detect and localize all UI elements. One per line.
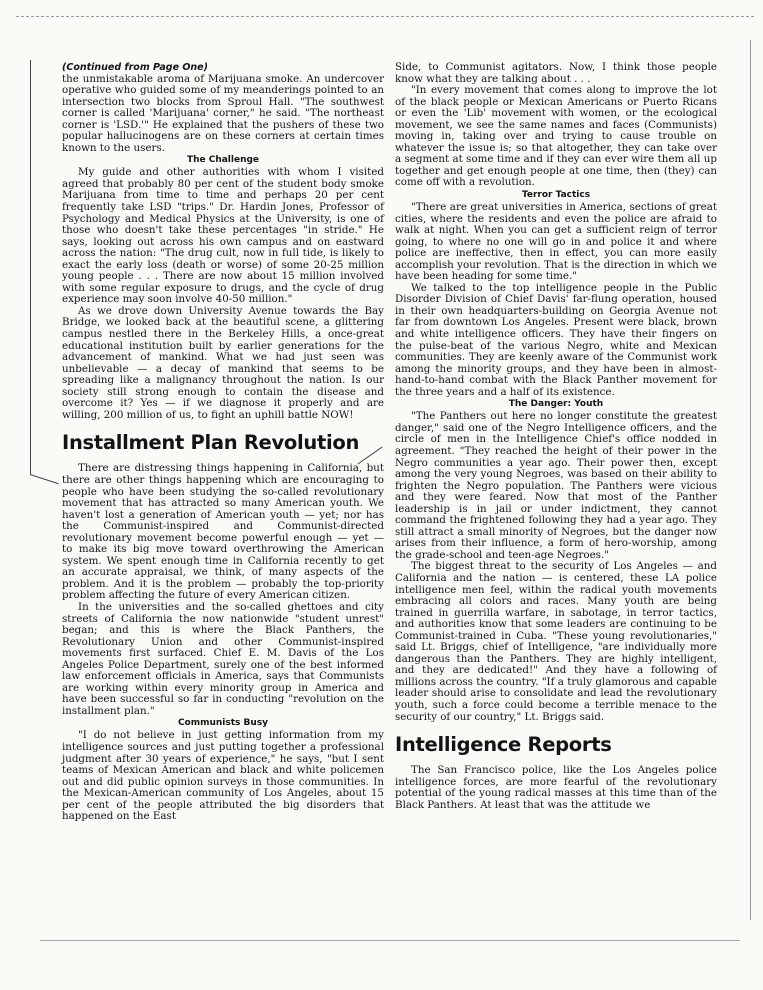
- headline-intelligence-reports: Intelligence Reports: [395, 733, 612, 757]
- paragraph: My guide and other authorities with whom I visited agreed that probably 80 per cent of the student body smoke Marijuana from time to time and perhaps 20 per cent frequently take LSD "trips." Dr. Hardin Jones, Professor of Psychology and Medical Physics at the University, is one of those who doesn't take these percentages "in stride." He says, looking out across his own campus and on eastward across the nation: "The drug cult, now in full tide, is likely to exact the early loss (death or worse) of some 20-25 million young people . . . There are now about 15 million involved with some regular exposure to drugs, and the cycle of drug experience may soon involve 40-50 million.": [62, 166, 384, 306]
- paragraph: "In every movement that comes along to improve the lot of the black people or Mexican Americans or Puerto Ricans or even the 'Lib' movement with women, or the ecological movement, we see the same names and faces (Communists) moving in, taking over and trying to cause trouble on whatever the issue is; so that altogether, they can take over a segment at some time and if they can ever wire them all up together and get enough people at one time, then (they) can come off with a revolution.: [395, 84, 717, 189]
- right-edge-rule: [750, 40, 751, 920]
- headline-installment-plan: Installment Plan Revolution: [62, 431, 360, 455]
- paragraph: "The Panthers out here no longer constitute the greatest danger," said one of the Negro Intelligence officers, and the circle of men in the Intelligence Chief's office nodded in agreement. "They reached the height of their power in the Negro communities a year ago. Their power then, except among the very young Negroes, was based on their ability to frighten the Negro population. The Panthers were vicious and they were feared. Now that most of the Panther leadership is in jail or under indictment, they cannot command the frightened following they had a year ago. They still attract a small minority of Negroes, but the danger now arises from their influence, a form of hero-worship, among the grade-school and teen-age Negroes.": [395, 410, 717, 561]
- left-column: [62, 62, 384, 823]
- paragraph: The biggest threat to the security of Los Angeles — and California and the nation — is centered, these LA police intelligence men feel, within the radical youth movements embracing all colors and races. Many youth are being trained in guerrilla warfare, in sabotage, in terror tactics, and authorities know that some leaders are continuing to be Communist-trained in Cuba. "These young revolutionaries," said Lt. Briggs, chief of Intelligence, "are individually more dangerous than the Panthers. They are highly intelligent, and they are dedicated!" And they have a following of millions across the country. "If a truly glamorous and capable leader should arise to consolidate and lead the revolutionary youth, such a force could become a terrible menace to the security of our country," Lt. Briggs said.: [395, 560, 717, 723]
- intro-text: the unmistakable aroma of Marijuana smoke. An undercover operative who guided some of my meanderings pointed to an intersection two blocks from Sproul Hall. "The southwest corner is called 'Marijuana' corner," he said. "The northeast corner is 'LSD.'" He explained that the pushers of these two popular hallucinogens are on these corners at certain times known to the users.: [62, 72, 384, 154]
- paragraph: In the universities and the so-called ghettoes and city streets of California the now nationwide "student unrest" began; and this is where the Black Panthers, the Revolutionary Union and other Communist-inspired movements first surfaced. Chief E. M. Davis of the Los Angeles Police Department, surely one of the best informed law enforcement officials in America, says that Communists are working within every minority group in America and have been successful so far in conducting "revolution on the installment plan.": [62, 600, 384, 717]
- paragraph: There are distressing things happening in California, but there are other things happening which are encouraging to people who have been studying the so-called revolutionary movement that has attracted so many American youth. We haven't lost a generation of American youth — yet; nor has the Communist-inspired and Communist-directed revolutionary movement become powerful enough — yet — to make its big move toward overthrowing the American system. We spent enough time in California recently to get an accurate appraisal, we think, of many aspects of the problem. And it is the problem — probably the top-priority problem affecting the future of every American citizen.: [62, 462, 384, 602]
- subhead-the-challenge: The Challenge: [186, 155, 260, 166]
- paragraph: The San Francisco police, like the Los Angeles police intelligence forces, are more fearful of the revolutionary potential of the young radical masses at this time than of the Black Panthers. At least that was the attitude we: [395, 764, 717, 811]
- subhead-danger-youth: The Danger: Youth: [508, 399, 604, 410]
- subhead-communists-busy: Communists Busy: [177, 718, 269, 729]
- paragraph: As we drove down University Avenue towards the Bay Bridge, we looked back at the beautiful scene, a glittering campus nestled there in the Berkeley Hills, a once-great educational institution built by earlier generations for the advancement of mankind. What we had just seen was unbelievable — a decay of mankind that seems to be spreading like a malignancy throughout the nation. Is our society still strong enough to contain the disease and overcome it? Yes — if we diagnose it properly and are willing, 200 million of us, to fight an uphill battle NOW!: [62, 304, 384, 421]
- bottom-rule: [40, 940, 740, 941]
- paragraph: We talked to the top intelligence people in the Public Disorder Division of Chief Davis' far-flung operation, housed in their own headquarters-building on Georgia Avenue not far from downtown Los Angeles. Present were black, brown and white intelligence officers. They have their fingers on the pulse-beat of the various Negro, white and Mexican communities. They are keenly aware of the Communist work among the minority groups, and they have been in almost-hand-to-hand combat with the Black Panther movement for the three years and a half of its existence.: [395, 281, 717, 398]
- right-column: [395, 62, 717, 811]
- paragraph: "There are great universities in America, sections of great cities, where the residents and even the police are afraid to walk at night. When you can get a sufficient reign of terror going, to where no one will go in and police it and where police are ineffective, then in effect, you can more easily accomplish your revolution. That is the direction in which we have been heading for some time.": [395, 201, 717, 283]
- subhead-terror-tactics: Terror Tactics: [521, 190, 591, 201]
- continued-label: (Continued from Page One): [62, 62, 208, 73]
- paragraph: "I do not believe in just getting information from my intelligence sources and just putting together a professional judgment after 30 years of experience," he says, "but I sent teams of Mexican American and black and white policemen out and did public opinion surveys in those communities. In the Mexican-American community of Los Angeles, about 15 per cent of the people attributed the big disorders that happened on the East: [62, 729, 384, 823]
- continued-paragraph: [62, 62, 384, 154]
- paragraph: Side, to Communist agitators. Now, I think those people know what they are talking about . . .: [395, 61, 717, 85]
